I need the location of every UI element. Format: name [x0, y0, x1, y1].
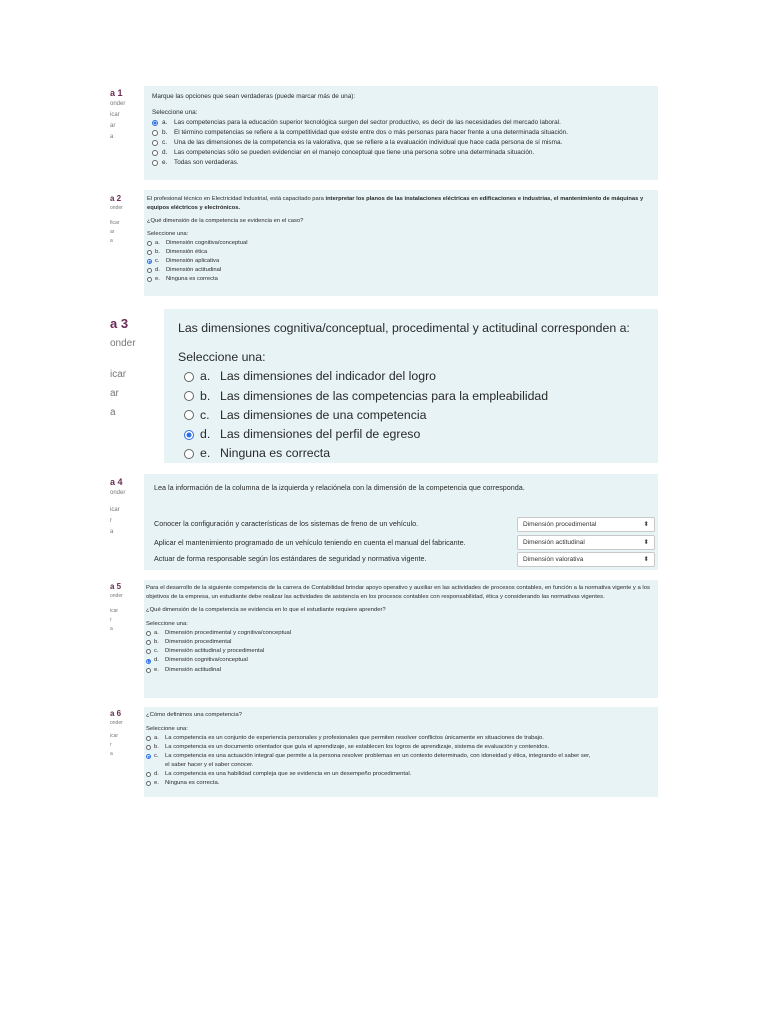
answer-option[interactable]: [152, 158, 650, 168]
option-letter: c.: [162, 139, 167, 146]
answer-option[interactable]: [152, 118, 650, 128]
question-panel: [164, 309, 658, 463]
answer-option[interactable]: [146, 647, 656, 656]
answer-option[interactable]: [152, 148, 650, 158]
option-text: La competencia es un documento orientador que guía el aprendizaje, se establecen los logros de aprendizaje, sistema de evaluación y contenidos.: [165, 744, 550, 750]
option-letter: c.: [154, 648, 159, 655]
sidebar-status: onder: [110, 720, 123, 726]
sidebar-flag-link[interactable]: icar: [110, 369, 127, 380]
radio-button-icon[interactable]: [146, 745, 151, 750]
option-text: Las dimensiones del perfil de egreso: [220, 427, 421, 442]
answer-option[interactable]: [146, 638, 656, 647]
option-text: Dimensión cognitiva/conceptual: [166, 240, 248, 246]
option-letter: d.: [154, 657, 159, 664]
option-text: Dimensión procedimental y cognitiva/conceptual: [165, 629, 292, 636]
answer-option[interactable]: [146, 629, 656, 638]
question-prompt: Lea la información de la columna de la izquierda y relaciónela con la dimensión de la competencia que corresponda.: [154, 483, 525, 492]
question-prompt: Para el desarrollo de la siguiente competencia de la carrera de Contabilidad brindar apoyo operativo y auxiliar en las actividades de procesos contables, en función a la normativa vigente y a los objetivos de la empresa, un estudiante debe realizar las actividades de asistencia en los procesos contables con responsabilidad, ética y considerando las normativas vigentes.: [146, 585, 650, 601]
radio-button-icon[interactable]: [152, 140, 158, 146]
option-text: Dimensión procedimental: [165, 639, 232, 646]
question-number: a 6: [110, 709, 122, 718]
answer-option[interactable]: [178, 367, 644, 386]
option-letter: e.: [155, 276, 160, 282]
sidebar-text: ar: [110, 388, 119, 399]
answer-option[interactable]: [146, 743, 656, 752]
option-text: El término competencias se refiere a la competitividad que existe entre dos o más personas para hacer frente a una determinada situación.: [174, 129, 568, 136]
select-value: Dimensión procedimental: [523, 520, 597, 528]
option-letter: b.: [155, 249, 160, 255]
question-prompt: Marque las opciones que sean verdaderas (puede marcar más de una):: [152, 93, 356, 100]
option-text: Ninguna es correcta: [166, 276, 218, 282]
select-caret-icon: ⬍: [643, 538, 649, 546]
sidebar-status: onder: [110, 490, 126, 496]
radio-button-icon[interactable]: [184, 372, 194, 382]
answer-option[interactable]: [147, 239, 655, 248]
match-select[interactable]: [517, 552, 655, 567]
option-text: Las dimensiones de las competencias para la empleabilidad: [220, 388, 549, 403]
option-letter: c.: [154, 753, 159, 759]
radio-button-icon[interactable]: [147, 268, 152, 273]
sidebar-text: a: [110, 407, 116, 418]
radio-button-icon[interactable]: [152, 150, 158, 156]
radio-button-icon[interactable]: [184, 449, 194, 459]
answer-option[interactable]: [152, 128, 650, 138]
radio-button-icon[interactable]: [146, 781, 151, 786]
sidebar-flag-link[interactable]: ficar: [110, 220, 120, 226]
answer-option[interactable]: [147, 266, 655, 275]
answer-option[interactable]: [178, 444, 644, 463]
sidebar-text: r: [110, 518, 112, 524]
radio-button-icon[interactable]: [152, 120, 158, 126]
option-letter: a.: [154, 735, 159, 741]
question-number: a 2: [110, 194, 122, 203]
radio-button-icon[interactable]: [146, 659, 151, 664]
radio-button-icon[interactable]: [146, 772, 151, 777]
radio-button-icon[interactable]: [147, 259, 152, 264]
option-letter: b.: [162, 129, 168, 136]
answer-option[interactable]: [146, 666, 656, 675]
sidebar-status: onder: [110, 338, 136, 349]
answer-option[interactable]: [147, 257, 655, 266]
answer-option[interactable]: [146, 734, 656, 743]
option-text: Dimensión ética: [166, 249, 208, 255]
option-text: Las competencias sólo se pueden evidenciar en el manejo conceptual que tiene una persona sobre una determinada situación.: [174, 149, 535, 156]
option-text: Dimensión actitudinal: [165, 666, 221, 673]
option-letter: e.: [154, 780, 159, 786]
prompt-bold-text: interpretar los planos de las instalaciones eléctricas en edificaciones e industrias, el mantenimiento de máquinas y equipos eléctricos y electrónicos.: [147, 196, 644, 211]
sidebar-text: r: [110, 617, 112, 623]
question-number: a 1: [110, 88, 123, 98]
answer-option[interactable]: [147, 248, 655, 257]
option-letter: a.: [162, 119, 168, 126]
option-letter: a.: [200, 369, 211, 384]
option-letter: d.: [200, 427, 211, 442]
question-info-sidebar: [110, 473, 140, 576]
option-letter: e.: [200, 446, 211, 461]
select-caret-icon: ⬍: [643, 555, 649, 563]
select-one-label: Seleccione una:: [146, 620, 188, 627]
question-info-sidebar: [110, 309, 140, 472]
sidebar-status: onder: [110, 593, 123, 599]
select-value: Dimensión actitudinal: [523, 538, 585, 546]
question-prompt: ¿Cómo definimos una competencia?: [146, 712, 242, 718]
answer-option[interactable]: [147, 275, 655, 284]
answer-option[interactable]: [152, 138, 650, 148]
option-letter: c.: [155, 258, 160, 264]
question-text: ¿Qué dimensión de la competencia se evidencia en el caso?: [147, 218, 304, 224]
option-letter: e.: [162, 159, 168, 166]
sidebar-flag-link[interactable]: icar: [110, 507, 120, 513]
match-select[interactable]: [517, 517, 655, 532]
radio-button-icon[interactable]: [147, 277, 152, 282]
option-letter: d.: [154, 771, 159, 777]
option-letter: b.: [200, 388, 211, 403]
question-text: ¿Qué dimensión de la competencia se evidencia en lo que el estudiante requiere aprender?: [146, 607, 386, 614]
question-info-sidebar: [110, 190, 140, 304]
question-prompt: Las dimensiones cognitiva/conceptual, procedimental y actitudinal corresponden a:: [178, 321, 630, 335]
option-text: La competencia es una actuación integral que permite a la persona resolver problemas en un contexto determinado, con idoneidad y ética, integrando el saber ser,: [165, 753, 591, 759]
radio-button-icon[interactable]: [146, 640, 151, 645]
select-value: Dimensión valorativa: [523, 555, 584, 563]
match-row-text: Aplicar el mantenimiento programado de un vehículo teniendo en cuenta el manual del fabricante.: [154, 538, 466, 547]
question-info-sidebar: [110, 83, 140, 187]
sidebar-text: ar: [110, 123, 116, 129]
select-one-label: Seleccione una:: [146, 726, 188, 732]
question-6: [110, 707, 658, 800]
question-panel: [144, 707, 658, 797]
radio-button-icon[interactable]: [184, 410, 194, 420]
question-info-sidebar: [110, 580, 140, 704]
option-letter: a.: [155, 240, 160, 246]
select-one-label: Seleccione una:: [152, 109, 198, 116]
radio-button-icon[interactable]: [146, 754, 151, 759]
question-5: [110, 580, 658, 702]
sidebar-text: a: [110, 529, 114, 535]
answer-option[interactable]: [146, 770, 656, 779]
option-letter: b.: [154, 744, 159, 750]
option-text: Las competencias para la educación superior tecnológica surgen del sector productivo, es decir de las necesidades del mercado laboral.: [174, 119, 561, 126]
option-text-continuation: el saber hacer y el saber conocer.: [165, 762, 254, 768]
option-text: Dimensión cognitiva/conceptual: [165, 657, 248, 664]
option-text: La competencia es un conjunto de experiencia personales y profesionales que permiten resolver conflictos únicamente en situaciones de trabajo.: [165, 735, 544, 741]
sidebar-status: onder: [110, 101, 126, 107]
option-text: Las dimensiones del indicador del logro: [220, 369, 437, 384]
radio-button-icon[interactable]: [146, 736, 151, 741]
option-letter: d.: [155, 267, 160, 273]
answer-option[interactable]: [178, 425, 644, 444]
option-text: Ninguna es correcta.: [165, 780, 220, 786]
question-3: [110, 309, 658, 467]
question-panel: [144, 190, 658, 296]
select-one-label: Seleccione una:: [178, 350, 266, 365]
option-letter: e.: [154, 666, 159, 673]
answer-option[interactable]: [146, 779, 656, 788]
option-letter: c.: [200, 407, 210, 422]
option-text: La competencia es una habilidad compleja que se evidencia en un desempeño procedimental.: [165, 771, 412, 777]
question-number: a 5: [110, 582, 122, 591]
radio-button-icon[interactable]: [146, 631, 151, 636]
answer-option[interactable]: [146, 656, 656, 665]
sidebar-text: r: [110, 742, 112, 748]
question-panel: [144, 580, 658, 698]
question-number: a 4: [110, 477, 123, 487]
sidebar-status: onder: [110, 205, 123, 211]
option-letter: d.: [162, 149, 168, 156]
answer-option[interactable]: [178, 406, 644, 425]
question-panel: [144, 86, 658, 180]
answer-option[interactable]: [178, 387, 644, 406]
sidebar-flag-link[interactable]: icar: [110, 112, 120, 118]
option-letter: b.: [154, 639, 159, 646]
match-select[interactable]: [517, 535, 655, 550]
radio-button-icon[interactable]: [184, 430, 194, 440]
match-row-text: Actuar de forma responsable según los estándares de seguridad y normativa vigente.: [154, 554, 427, 563]
sidebar-flag-link[interactable]: icar: [110, 608, 119, 614]
question-4: [110, 473, 658, 573]
radio-button-icon[interactable]: [147, 241, 152, 246]
question-info-sidebar: [110, 707, 140, 802]
question-prompt: [147, 195, 655, 213]
radio-button-icon[interactable]: [147, 250, 152, 255]
radio-button-icon[interactable]: [146, 668, 151, 673]
option-letter: a.: [154, 629, 159, 636]
option-text: Ninguna es correcta: [220, 446, 331, 461]
match-row-text: Conocer la configuración y características de los sistemas de freno de un vehículo.: [154, 519, 419, 528]
option-text: Una de las dimensiones de la competencia es la valorativa, que se refiere a la evaluación individual que hace cada persona de sí misma.: [174, 139, 563, 146]
question-1: [110, 83, 658, 183]
sidebar-text: ar: [110, 229, 115, 235]
question-2: [110, 190, 658, 300]
option-text: Las dimensiones de una competencia: [220, 407, 427, 422]
sidebar-text: a: [110, 751, 113, 757]
radio-button-icon[interactable]: [152, 130, 158, 136]
select-one-label: Seleccione una:: [147, 231, 189, 237]
sidebar-text: a: [110, 626, 113, 632]
option-text: Dimensión actitudinal: [166, 267, 222, 273]
radio-button-icon[interactable]: [184, 391, 194, 401]
sidebar-flag-link[interactable]: icar: [110, 733, 119, 739]
question-number: a 3: [110, 316, 129, 331]
option-text: Todas son verdaderas.: [174, 159, 239, 166]
option-text: Dimensión actitudinal y procedimental: [165, 648, 265, 655]
answer-option[interactable]: [146, 752, 656, 761]
radio-button-icon[interactable]: [146, 649, 151, 654]
sidebar-text: a: [110, 134, 114, 140]
prompt-text: El profesional técnico en Electricidad Industrial, está capacitado para: [147, 196, 326, 202]
option-text: Dimensión aplicativa: [166, 258, 220, 264]
radio-button-icon[interactable]: [152, 160, 158, 166]
select-caret-icon: ⬍: [643, 520, 649, 528]
question-panel: [144, 474, 658, 570]
sidebar-text: a: [110, 238, 113, 244]
